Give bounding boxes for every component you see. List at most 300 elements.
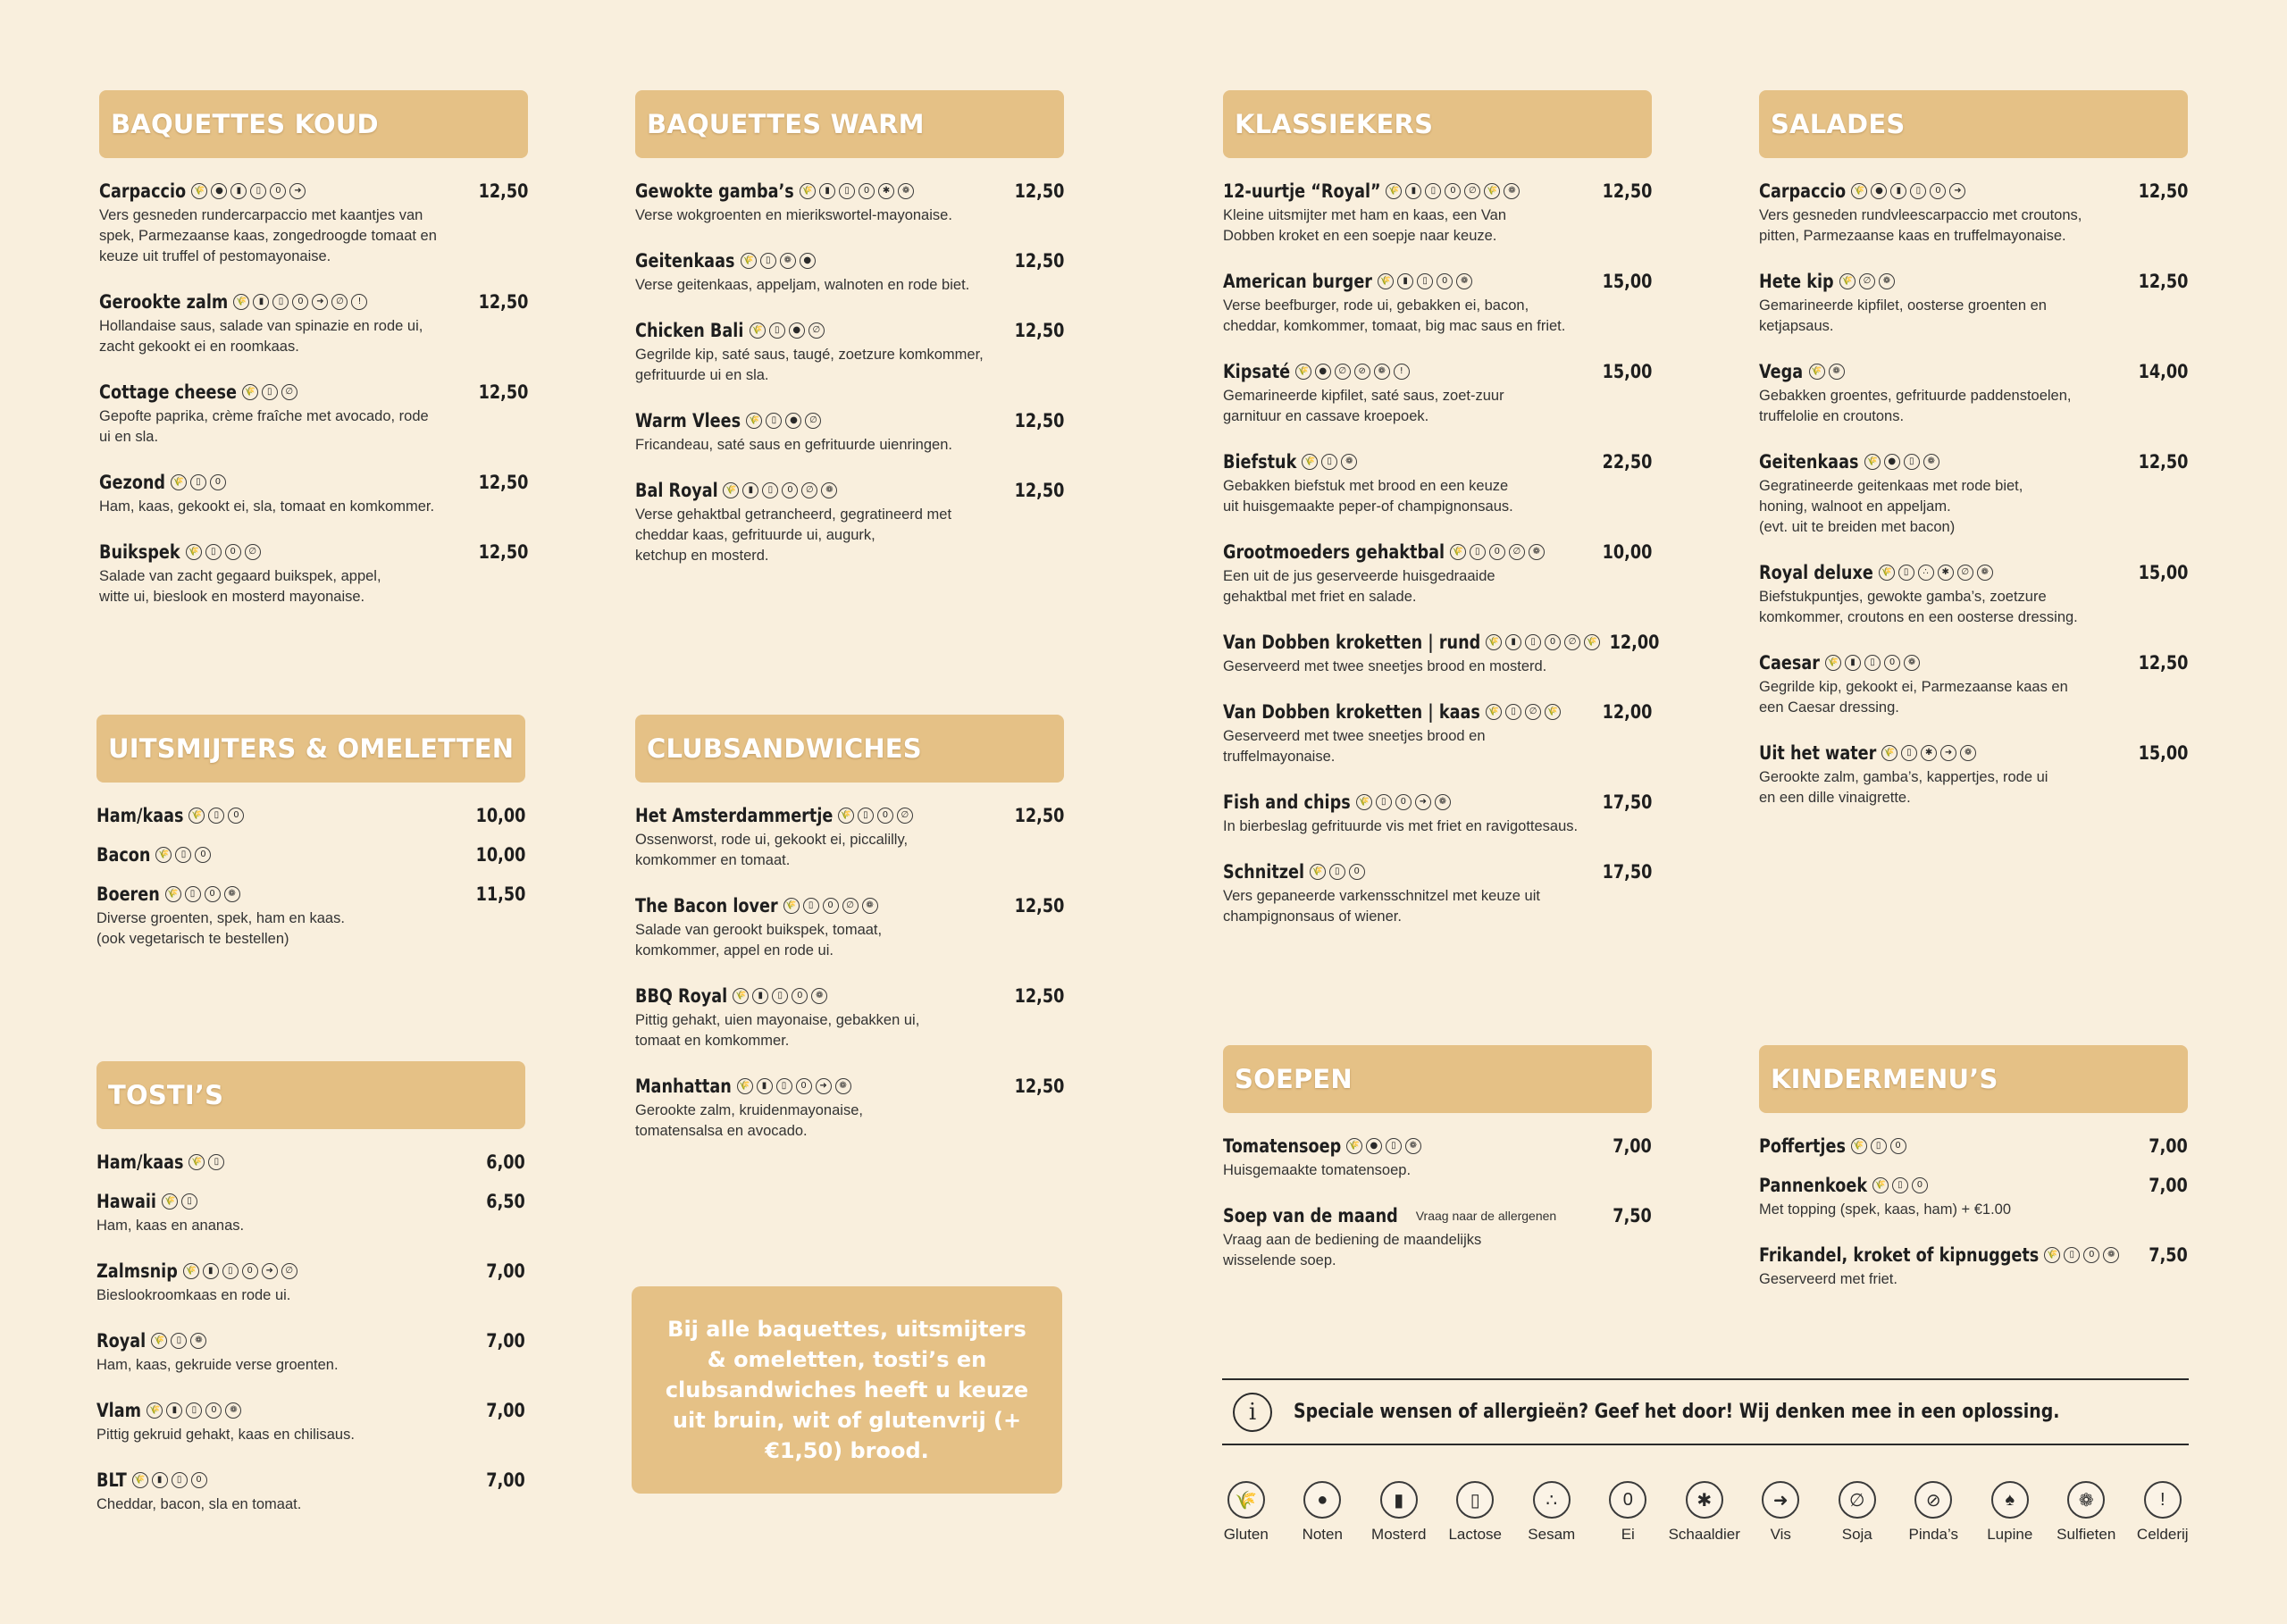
menu-item-price: 17,50 (1602, 861, 1652, 883)
legend-label: Lupine (1987, 1526, 2033, 1543)
menu-item-name: Schnitzel (1223, 861, 1305, 883)
menu-item-price: 6,50 (486, 1191, 525, 1212)
soja-icon: ∅ (805, 413, 821, 429)
noten-icon: ● (1315, 364, 1331, 380)
lactose-icon: ▯ (208, 808, 224, 824)
ei-icon: 0 (205, 1402, 222, 1419)
menu-item (1223, 539, 1652, 607)
menu-item-name: Vlam (96, 1400, 141, 1421)
menu-item-name: BLT (96, 1469, 127, 1491)
sulfieten-icon: ❁ (898, 183, 914, 199)
menu-item-description: Geserveerd met twee sneetjes brood en truffelmayonaise. (1223, 728, 1486, 765)
soja-icon: ∅ (1859, 273, 1875, 289)
sulfieten-icon: ❁ (2067, 1481, 2105, 1519)
schaaldier-icon: ✱ (878, 183, 894, 199)
menu-item-price: 7,00 (486, 1330, 525, 1352)
ei-icon: 0 (1445, 183, 1461, 199)
lactose-icon: ▯ (1417, 273, 1433, 289)
soja-icon: ∅ (897, 808, 913, 824)
sulfieten-icon: ❁ (1435, 794, 1451, 810)
sesam-icon: ∴ (1533, 1481, 1571, 1519)
soja-icon: ∅ (245, 544, 261, 560)
celderij-icon: ! (2144, 1481, 2182, 1519)
soja-icon: ∅ (1464, 183, 1480, 199)
gluten-icon: 🌾 (1302, 454, 1318, 470)
gluten-icon: 🌾 (191, 183, 207, 199)
legend-label: Noten (1302, 1526, 1343, 1543)
menu-item-price: 12,50 (478, 541, 528, 563)
menu-item (99, 379, 528, 448)
menu-item (99, 289, 528, 357)
sulfieten-icon: ❁ (225, 1402, 241, 1419)
vis-icon: ➜ (1940, 745, 1956, 761)
menu-item-name: Gezond (99, 472, 166, 493)
section-kindermenus (1759, 1045, 2188, 1311)
gluten-icon: 🌾 (1356, 794, 1372, 810)
menu-item (1223, 448, 1652, 517)
menu-item-description: Gerookte zalm, kruidenmayonaise, tomatensalsa en avocado. (635, 1102, 863, 1139)
legend-label: Vis (1770, 1526, 1791, 1543)
lactose-icon: ▯ (1892, 1177, 1908, 1193)
lactose-icon: ▯ (772, 988, 788, 1004)
ei-icon: 0 (2083, 1247, 2099, 1263)
schaaldier-icon: ✱ (1686, 1481, 1723, 1519)
lactose-icon: ▯ (1425, 183, 1441, 199)
noten-icon: ● (1884, 454, 1900, 470)
menu-item-price: 12,50 (478, 472, 528, 493)
menu-item-price: 12,50 (1014, 1076, 1064, 1097)
sulfieten-icon: ❁ (224, 886, 240, 902)
ei-icon: 0 (782, 482, 798, 498)
menu-item-price: 7,00 (2149, 1135, 2188, 1157)
menu-item-price: 10,00 (475, 844, 525, 866)
legend-label: Ei (1621, 1526, 1635, 1543)
menu-item-name: Tomatensoep (1223, 1135, 1342, 1157)
lactose-icon: ▯ (208, 1154, 224, 1170)
menu-item (1223, 178, 1652, 247)
section-clubsandwiches (635, 715, 1064, 1163)
sulfieten-icon: ❁ (780, 253, 796, 269)
menu-item (1759, 358, 2188, 427)
mosterd-icon: ▮ (1405, 183, 1421, 199)
menu-item-price: 12,50 (478, 180, 528, 202)
noten-icon: ● (1871, 183, 1887, 199)
ei-icon: 0 (228, 808, 244, 824)
vis-icon: ➜ (1415, 794, 1431, 810)
menu-item-name: Zalmsnip (96, 1260, 178, 1282)
menu-item-description: Salade van zacht gegaard buikspek, appel, witte ui, bieslook en mosterd mayonaise. (99, 568, 381, 605)
lactose-icon: ▯ (1910, 183, 1926, 199)
menu-item-price: 7,50 (1613, 1205, 1652, 1226)
legend-item-lupine (1972, 1481, 2048, 1544)
lupine-icon: ♠ (1991, 1481, 2029, 1519)
section-title: KLASSIEKERS (1223, 90, 1652, 158)
menu-item-description: Cheddar, bacon, sla en tomaat. (96, 1496, 302, 1512)
lactose-icon: ▯ (1505, 704, 1521, 720)
menu-item (1759, 1133, 2188, 1159)
legend-label: Gluten (1223, 1526, 1269, 1543)
mosterd-icon: ▮ (819, 183, 835, 199)
menu-item-price: 12,50 (1014, 320, 1064, 341)
gluten-icon: 🌾 (1851, 183, 1867, 199)
menu-item-name: Het Amsterdammertje (635, 805, 834, 826)
gluten-icon: 🌾 (838, 808, 854, 824)
gluten-icon: 🌾 (186, 544, 202, 560)
menu-item-price: 15,00 (1602, 271, 1652, 292)
menu-item-name: Buikspek (99, 541, 180, 563)
menu-item (1759, 740, 2188, 808)
menu-item-description: Biefstukpuntjes, gewokte gamba’s, zoetzure komkommer, croutons en een oosterse dressing. (1759, 589, 2078, 625)
sulfieten-icon: ❁ (1456, 273, 1472, 289)
gluten-icon: 🌾 (733, 988, 749, 1004)
menu-item-price: 12,50 (478, 381, 528, 403)
menu-item (1223, 629, 1660, 677)
gluten-icon: 🌾 (741, 253, 757, 269)
menu-item-price: 12,50 (2138, 271, 2188, 292)
menu-item-name: Pannenkoek (1759, 1175, 1868, 1196)
section-salades (1759, 90, 2188, 830)
menu-item-price: 12,00 (1609, 632, 1660, 653)
sulfieten-icon: ❁ (1879, 273, 1895, 289)
lactose-icon: ▯ (839, 183, 855, 199)
menu-item (635, 407, 1064, 456)
menu-item-description: Kleine uitsmijter met ham en kaas, een Van Dobben kroket en een soepje naar keuze. (1223, 207, 1507, 244)
menu-item-name: Vega (1759, 361, 1804, 382)
ei-icon: 0 (205, 886, 221, 902)
legend-label: Schaaldier (1668, 1526, 1740, 1543)
menu-item-price: 12,50 (2138, 451, 2188, 473)
ei-icon: 0 (859, 183, 875, 199)
sulfieten-icon: ❁ (1829, 364, 1845, 380)
mosterd-icon: ▮ (1397, 273, 1413, 289)
lactose-icon: ▯ (250, 183, 266, 199)
menu-item-name: Cottage cheese (99, 381, 237, 403)
menu-item-name: Uit het water (1759, 742, 1877, 764)
ei-icon: 0 (242, 1263, 258, 1279)
legend-item-lactose (1437, 1481, 1514, 1544)
gluten-icon: 🌾 (750, 322, 766, 339)
lactose-icon: ▯ (762, 482, 778, 498)
menu-item (96, 1397, 525, 1445)
menu-item-name: Poffertjes (1759, 1135, 1846, 1157)
menu-item (635, 247, 1064, 296)
menu-item-price: 7,00 (1613, 1135, 1652, 1157)
mosterd-icon: ▮ (253, 294, 269, 310)
gluten-icon: 🌾 (155, 847, 172, 863)
menu-item-name: Van Dobben kroketten | rund (1223, 632, 1481, 653)
gluten-icon: 🌾 (188, 1154, 205, 1170)
gluten-icon: 🌾 (1227, 1481, 1265, 1519)
ei-icon: 0 (1349, 864, 1365, 880)
menu-item-price: 7,00 (2149, 1175, 2188, 1196)
menu-item (96, 1188, 525, 1236)
menu-item-description: Diverse groenten, spek, ham en kaas. (ook vegetarisch te bestellen) (96, 910, 345, 947)
vis-icon: ➜ (1762, 1481, 1799, 1519)
menu-item (96, 802, 525, 829)
soja-icon: ∅ (281, 1263, 297, 1279)
menu-item (96, 881, 525, 950)
menu-item-name: Hete kip (1759, 271, 1834, 292)
lactose-icon: ▯ (1321, 454, 1337, 470)
soja-icon: ∅ (808, 322, 825, 339)
menu-item-price: 6,00 (486, 1151, 525, 1173)
lactose-icon: ▯ (1904, 454, 1920, 470)
gluten-icon: 🌾 (746, 413, 762, 429)
menu-item-price: 12,50 (1014, 805, 1064, 826)
mosterd-icon: ▮ (742, 482, 758, 498)
legend-label: Soja (1841, 1526, 1872, 1543)
celderij-icon: ! (1394, 364, 1410, 380)
menu-item-name: Ham/kaas (96, 805, 184, 826)
lactose-icon: ▯ (2064, 1247, 2080, 1263)
lactose-icon: ▯ (776, 1078, 792, 1094)
legend-label: Lactose (1448, 1526, 1503, 1543)
legend-item-sesam (1513, 1481, 1590, 1544)
menu-item (635, 317, 1064, 386)
menu-item-price: 7,00 (486, 1469, 525, 1491)
sulfieten-icon: ❁ (1977, 565, 1993, 581)
legend-item-soja (1819, 1481, 1896, 1544)
bread-choice-info (632, 1286, 1062, 1494)
gluten-icon: 🌾 (1839, 273, 1856, 289)
menu-item-price: 14,00 (2138, 361, 2188, 382)
lactose-icon: ▯ (1898, 565, 1914, 581)
sulfieten-icon: ❁ (190, 1333, 206, 1349)
menu-item (1759, 649, 2188, 718)
section-title: TOSTI’S (96, 1061, 525, 1129)
menu-item (96, 1327, 525, 1376)
gluten-icon: 🌾 (1486, 704, 1502, 720)
ei-icon: 0 (1489, 544, 1505, 560)
gluten-icon: 🌾 (1484, 183, 1500, 199)
menu-item-name: Bal Royal (635, 480, 718, 501)
lactose-icon: ▯ (172, 1472, 188, 1488)
menu-item-name: Boeren (96, 883, 160, 905)
menu-item-name: Biefstuk (1223, 451, 1297, 473)
soja-icon: ∅ (801, 482, 817, 498)
menu-item (96, 1258, 525, 1306)
menu-item-name: Gewokte gamba’s (635, 180, 794, 202)
menu-item (635, 178, 1064, 226)
menu-item (1223, 699, 1652, 767)
sesam-icon: ∴ (1918, 565, 1934, 581)
menu-item-name: Fish and chips (1223, 791, 1351, 813)
gluten-icon: 🌾 (1486, 634, 1502, 650)
menu-item-name: Carpaccio (99, 180, 187, 202)
menu-item-description: Gemarineerde kipfilet, oosterse groenten en ketjapsaus. (1759, 297, 2047, 334)
vis-icon: ➜ (1949, 183, 1965, 199)
gluten-icon: 🌾 (1864, 454, 1881, 470)
gluten-icon: 🌾 (800, 183, 816, 199)
menu-item (635, 477, 1064, 566)
menu-item-description: Met topping (spek, kaas, ham) + €1.00 (1759, 1201, 2012, 1218)
mosterd-icon: ▮ (166, 1402, 182, 1419)
menu-item-name: Caesar (1759, 652, 1820, 674)
menu-item-price: 12,50 (1602, 180, 1652, 202)
ei-icon: 0 (796, 1078, 812, 1094)
menu-item-name: Royal deluxe (1759, 562, 1873, 583)
menu-item (96, 841, 525, 868)
vis-icon: ➜ (262, 1263, 278, 1279)
allergy-banner (1222, 1378, 2189, 1445)
menu-item-description: Bieslookroomkaas en rode ui. (96, 1287, 291, 1303)
menu-item-price: 12,50 (1014, 250, 1064, 272)
menu-item-description: Geserveerd met friet. (1759, 1271, 1897, 1287)
menu-item-description: Geserveerd met twee sneetjes brood en mosterd. (1223, 658, 1547, 674)
gluten-icon: 🌾 (783, 898, 800, 914)
menu-item-name: Van Dobben kroketten | kaas (1223, 701, 1480, 723)
lactose-icon: ▯ (1329, 864, 1345, 880)
menu-item-description: Gerookte zalm, gamba’s, kappertjes, rode ui en een dille vinaigrette. (1759, 769, 2048, 806)
ei-icon: 0 (1609, 1481, 1646, 1519)
sulfieten-icon: ❁ (1341, 454, 1357, 470)
legend-label: Sulfieten (2057, 1526, 2116, 1543)
soja-icon: ∅ (331, 294, 348, 310)
menu-item (96, 1467, 525, 1515)
menu-item-price: 12,50 (1014, 895, 1064, 917)
menu-item-price: 12,50 (1014, 180, 1064, 202)
menu-item-price: 7,00 (486, 1400, 525, 1421)
section-klassiekers (1223, 90, 1660, 949)
menu-item-description: Vraag aan de bediening de maandelijks wisselende soep. (1223, 1232, 1482, 1268)
menu-item-price: 12,50 (2138, 652, 2188, 674)
lactose-icon: ▯ (858, 808, 874, 824)
menu-item-name: Warm Vlees (635, 410, 741, 431)
lactose-icon: ▯ (186, 1402, 202, 1419)
menu-item-description: Verse wokgroenten en mierikswortel-mayonaise. (635, 207, 952, 223)
menu-item-description: In bierbeslag gefrituurde vis met friet en ravigottesaus. (1223, 818, 1579, 834)
legend-label: Sesam (1528, 1526, 1576, 1543)
legend-label: Pinda’s (1908, 1526, 1958, 1543)
gluten-icon: 🌾 (1825, 655, 1841, 671)
menu-item (635, 892, 1064, 961)
sulfieten-icon: ❁ (1960, 745, 1976, 761)
gluten-icon: 🌾 (132, 1472, 148, 1488)
menu-item (1759, 178, 2188, 247)
section-baquettes-warm (635, 90, 1064, 588)
menu-item (1223, 1133, 1652, 1181)
ei-icon: 0 (225, 544, 241, 560)
ei-icon: 0 (191, 1472, 207, 1488)
sulfieten-icon: ❁ (2103, 1247, 2119, 1263)
schaaldier-icon: ✱ (1921, 745, 1937, 761)
menu-item-description: Verse beefburger, rode ui, gebakken ei, bacon, cheddar, komkommer, tomaat, big mac saus en friet. (1223, 297, 1566, 334)
menu-item-price: 12,50 (2138, 180, 2188, 202)
lactose-icon: ▯ (190, 474, 206, 490)
gluten-icon: 🌾 (151, 1333, 167, 1349)
vis-icon: ➜ (289, 183, 306, 199)
mosterd-icon: ▮ (230, 183, 247, 199)
menu-item-description: Ham, kaas, gekookt ei, sla, tomaat en komkommer. (99, 498, 435, 515)
sulfieten-icon: ❁ (1923, 454, 1939, 470)
legend-item-sulfieten (2048, 1481, 2125, 1544)
lactose-icon: ▯ (760, 253, 776, 269)
menu-item-description: Vers gesneden rundercarpaccio met kaantjes van spek, Parmezaanse kaas, zongedroogde tomaat en keuze uit truffel of pestomayonaise. (99, 207, 437, 264)
legend-item-noten (1285, 1481, 1361, 1544)
menu-item-description: Ham, kaas, gekruide verse groenten. (96, 1357, 339, 1373)
menu-item-name: Manhattan (635, 1076, 732, 1097)
menu-item-price: 7,00 (486, 1260, 525, 1282)
menu-item-description: Huisgemaakte tomatensoep. (1223, 1162, 1412, 1178)
ei-icon: 0 (877, 808, 893, 824)
ei-icon: 0 (292, 294, 308, 310)
gluten-icon: 🌾 (188, 808, 205, 824)
lactose-icon: ▯ (1470, 544, 1486, 560)
menu-item (635, 1073, 1064, 1142)
menu-item-price: 10,00 (1602, 541, 1652, 563)
lactose-icon: ▯ (171, 1333, 187, 1349)
menu-item-description: Gegrilde kip, saté saus, taugé, zoetzure komkommer, gefrituurde ui en sla. (635, 347, 984, 383)
gluten-icon: 🌾 (1310, 864, 1326, 880)
section-uitsmijters (96, 715, 525, 971)
sulfieten-icon: ❁ (835, 1078, 851, 1094)
menu-item-description: Gepofte paprika, crème fraîche met avocado, rode ui en sla. (99, 408, 429, 445)
legend-item-celderij (2124, 1481, 2201, 1544)
noten-icon: ● (785, 413, 801, 429)
gluten-icon: 🌾 (165, 886, 181, 902)
menu-item-name: The Bacon lover (635, 895, 778, 917)
menu-item-description: Ossenworst, rode ui, gekookt ei, piccalilly, komkommer en tomaat. (635, 832, 909, 868)
gluten-icon: 🌾 (1545, 704, 1561, 720)
ei-icon: 0 (1912, 1177, 1928, 1193)
menu-item (1759, 1242, 2188, 1290)
vis-icon: ➜ (312, 294, 328, 310)
noten-icon: ● (1366, 1138, 1382, 1154)
lactose-icon: ▯ (803, 898, 819, 914)
lactose-icon: ▯ (1525, 634, 1541, 650)
soja-icon: ∅ (1957, 565, 1973, 581)
menu-item-description: Een uit de jus geserveerde huisgedraaide gehaktbal met friet en salade. (1223, 568, 1495, 605)
lactose-icon: ▯ (1386, 1138, 1402, 1154)
mosterd-icon: ▮ (1380, 1481, 1418, 1519)
soja-icon: ∅ (1525, 704, 1541, 720)
section-title: SALADES (1759, 90, 2188, 158)
ei-icon: 0 (792, 988, 808, 1004)
menu-item-description: Gebakken biefstuk met brood en een keuze uit huisgemaakte peper-of champignonsaus. (1223, 478, 1513, 515)
gluten-icon: 🌾 (1386, 183, 1402, 199)
menu-item-price: 15,00 (1602, 361, 1652, 382)
section-title: BAQUETTES WARM (635, 90, 1064, 158)
gluten-icon: 🌾 (1346, 1138, 1362, 1154)
legend-item-gluten (1208, 1481, 1285, 1544)
menu-item-price: 17,50 (1602, 791, 1652, 813)
menu-item-name: American burger (1223, 271, 1372, 292)
gluten-icon: 🌾 (1851, 1138, 1867, 1154)
menu-item (635, 983, 1064, 1051)
menu-item (1223, 1202, 1652, 1271)
lactose-icon: ▯ (1871, 1138, 1887, 1154)
menu-item (99, 539, 528, 607)
schaaldier-icon: ✱ (1938, 565, 1954, 581)
ei-icon: 0 (1890, 1138, 1906, 1154)
menu-item-description: Pittig gekruid gehakt, kaas en chilisaus. (96, 1427, 355, 1443)
menu-item-price: 15,00 (2138, 742, 2188, 764)
menu-item-description: Vers gesneden rundvleescarpaccio met croutons, pitten, Parmezaanse kaas en truffelmayonaise. (1759, 207, 2082, 244)
legend-item-pindas (1896, 1481, 1973, 1544)
lactose-icon: ▯ (769, 322, 785, 339)
legend-item-schaaldier (1666, 1481, 1743, 1544)
lactose-icon: ▯ (1864, 655, 1881, 671)
menu-item-name: Grootmoeders gehaktbal (1223, 541, 1445, 563)
section-title: CLUBSANDWICHES (635, 715, 1064, 783)
sulfieten-icon: ❁ (1904, 655, 1920, 671)
menu-item-name: Carpaccio (1759, 180, 1847, 202)
lactose-icon: ▯ (175, 847, 191, 863)
menu-item-description: Gebakken groentes, gefrituurde paddenstoelen, truffelolie en croutons. (1759, 388, 2072, 424)
section-title: SOEPEN (1223, 1045, 1652, 1113)
menu-item-description: Pittig gehakt, uien mayonaise, gebakken ui, tomaat en komkommer. (635, 1012, 920, 1049)
lactose-icon: ▯ (181, 1193, 197, 1210)
